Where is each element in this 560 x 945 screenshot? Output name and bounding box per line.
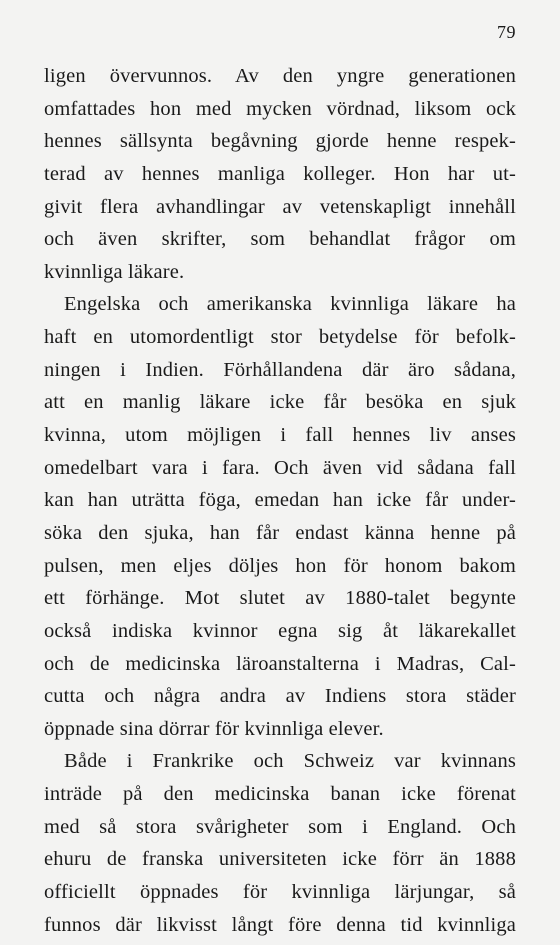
text-line: ningen i Indien. Förhållandena där äro sådana,	[44, 358, 516, 381]
text-line: öppnade sina dörrar för kvinnliga elever.	[44, 717, 384, 740]
text-line: kvinnliga läkare.	[44, 260, 185, 283]
text-line: ett förhänge. Mot slutet av 1880-talet begynte	[44, 587, 516, 610]
text-line: terad av hennes manliga kolleger. Hon har ut-	[44, 162, 516, 185]
text-line: funnos där likvisst långt före denna tid kvinnliga	[44, 913, 516, 936]
text-line: kvinna, utom möjligen i fall hennes liv anses	[44, 424, 516, 447]
text-line: söka den sjuka, han får endast känna henne på	[44, 521, 516, 544]
text-line: inträde på den medicinska banan icke förenat	[44, 783, 516, 806]
text-line: omedelbart vara i fara. Och även vid sådana fall	[44, 456, 516, 479]
text-line: ehuru de franska universiteten icke förr än 1888	[44, 848, 516, 871]
text-line: och även skrifter, som behandlat frågor om	[44, 228, 516, 251]
text-line: och de medicinska läroanstalterna i Madras, Cal-	[44, 652, 516, 675]
text-line: ligen övervunnos. Av den yngre generationen	[44, 65, 516, 87]
text-line: omfattades hon med mycken vördnad, liksom ock	[44, 97, 516, 120]
text-line: pulsen, men eljes döljes hon för honom bakom	[44, 554, 516, 577]
text-line: Både i Frankrike och Schweiz var kvinnans	[64, 750, 516, 773]
text-line: haft en utomordentligt stor betydelse för befolk-	[44, 326, 516, 349]
text-line: hennes sällsynta begåvning gjorde henne respek-	[44, 130, 516, 153]
text-line: Engelska och amerikanska kvinnliga läkare ha	[64, 293, 516, 316]
text-line: att en manlig läkare icke får besöka en sjuk	[44, 391, 516, 414]
body-text	[44, 60, 516, 941]
text-line: med så stora svårigheter som i England. Och	[44, 815, 516, 838]
text-line: cutta och några andra av Indiens stora städer	[44, 685, 516, 708]
text-line: också indiska kvinnor egna sig åt läkarekallet	[44, 619, 516, 642]
page-number: 79	[497, 22, 516, 42]
text-line: givit flera avhandlingar av vetenskapligt innehåll	[44, 195, 516, 218]
text-line: officiellt öppnades för kvinnliga lärjungar, så	[44, 881, 516, 904]
text-line: kan han uträtta föga, emedan han icke får under-	[44, 489, 516, 512]
